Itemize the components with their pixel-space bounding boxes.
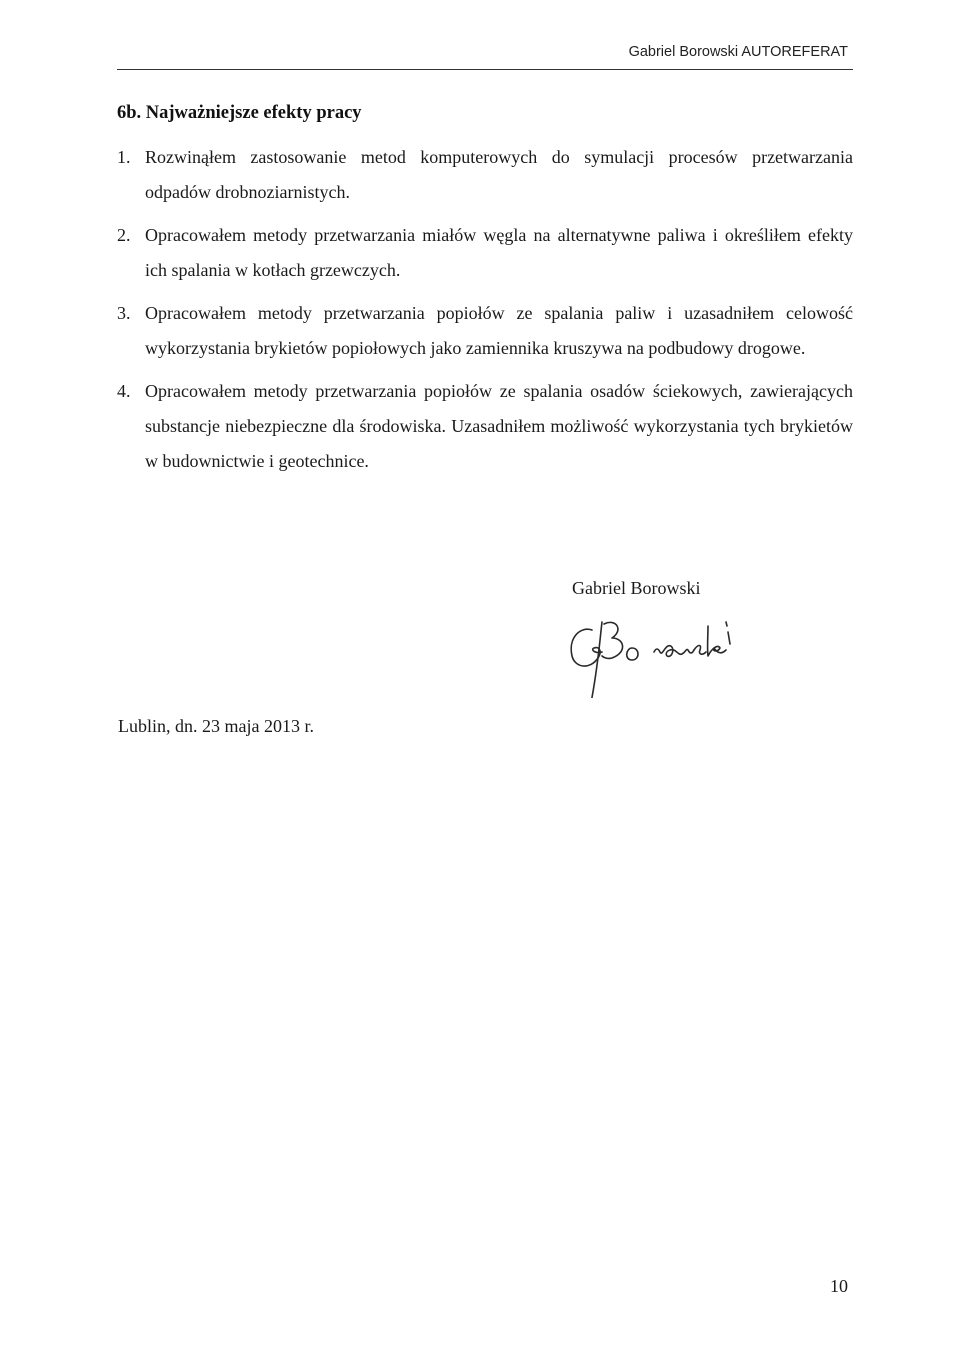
effect-number: 4.: [117, 381, 131, 401]
effects-list: [117, 140, 853, 487]
header-rule: [117, 69, 853, 70]
signature-strokes: [571, 622, 730, 698]
running-header: Gabriel Borowski AUTOREFERAT: [628, 44, 848, 60]
handwritten-signature: [550, 608, 790, 698]
place-date: Lublin, dn. 23 maja 2013 r.: [118, 716, 314, 736]
effect-number: 2.: [117, 225, 131, 245]
effect-number: 1.: [117, 147, 131, 167]
effect-text: Opracowałem metody przetwarzania popiołów ze spalania osadów ściekowych, zawierających substancje niebezpieczne dla środowiska. Uzasadniłem możliwość wykorzystania tych brykietów w budownictwie i geotechnice.: [145, 381, 853, 471]
effect-number: 3.: [117, 303, 131, 323]
page-number: 10: [830, 1276, 848, 1296]
effect-text: Opracowałem metody przetwarzania miałów węgla na alternatywne paliwa i określiłem efekty ich spalania w kotłach grzewczych.: [145, 225, 853, 280]
effect-item-2: [117, 218, 853, 288]
signer-name: Gabriel Borowski: [572, 578, 701, 598]
signature-block: [550, 578, 790, 599]
effect-text: Opracowałem metody przetwarzania popiołów ze spalania paliw i uzasadniłem celowość wykorzystania brykietów popiołowych jako zamiennika kruszywa na podbudowy drogowe.: [145, 303, 853, 358]
effect-item-4: [117, 374, 853, 479]
section-heading: 6b. Najważniejsze efekty pracy: [117, 103, 362, 123]
effect-item-1: [117, 140, 853, 210]
effect-text: Rozwinąłem zastosowanie metod komputerowych do symulacji procesów przetwarzania odpadów drobnoziarnistych.: [145, 147, 853, 202]
effect-item-3: [117, 296, 853, 366]
